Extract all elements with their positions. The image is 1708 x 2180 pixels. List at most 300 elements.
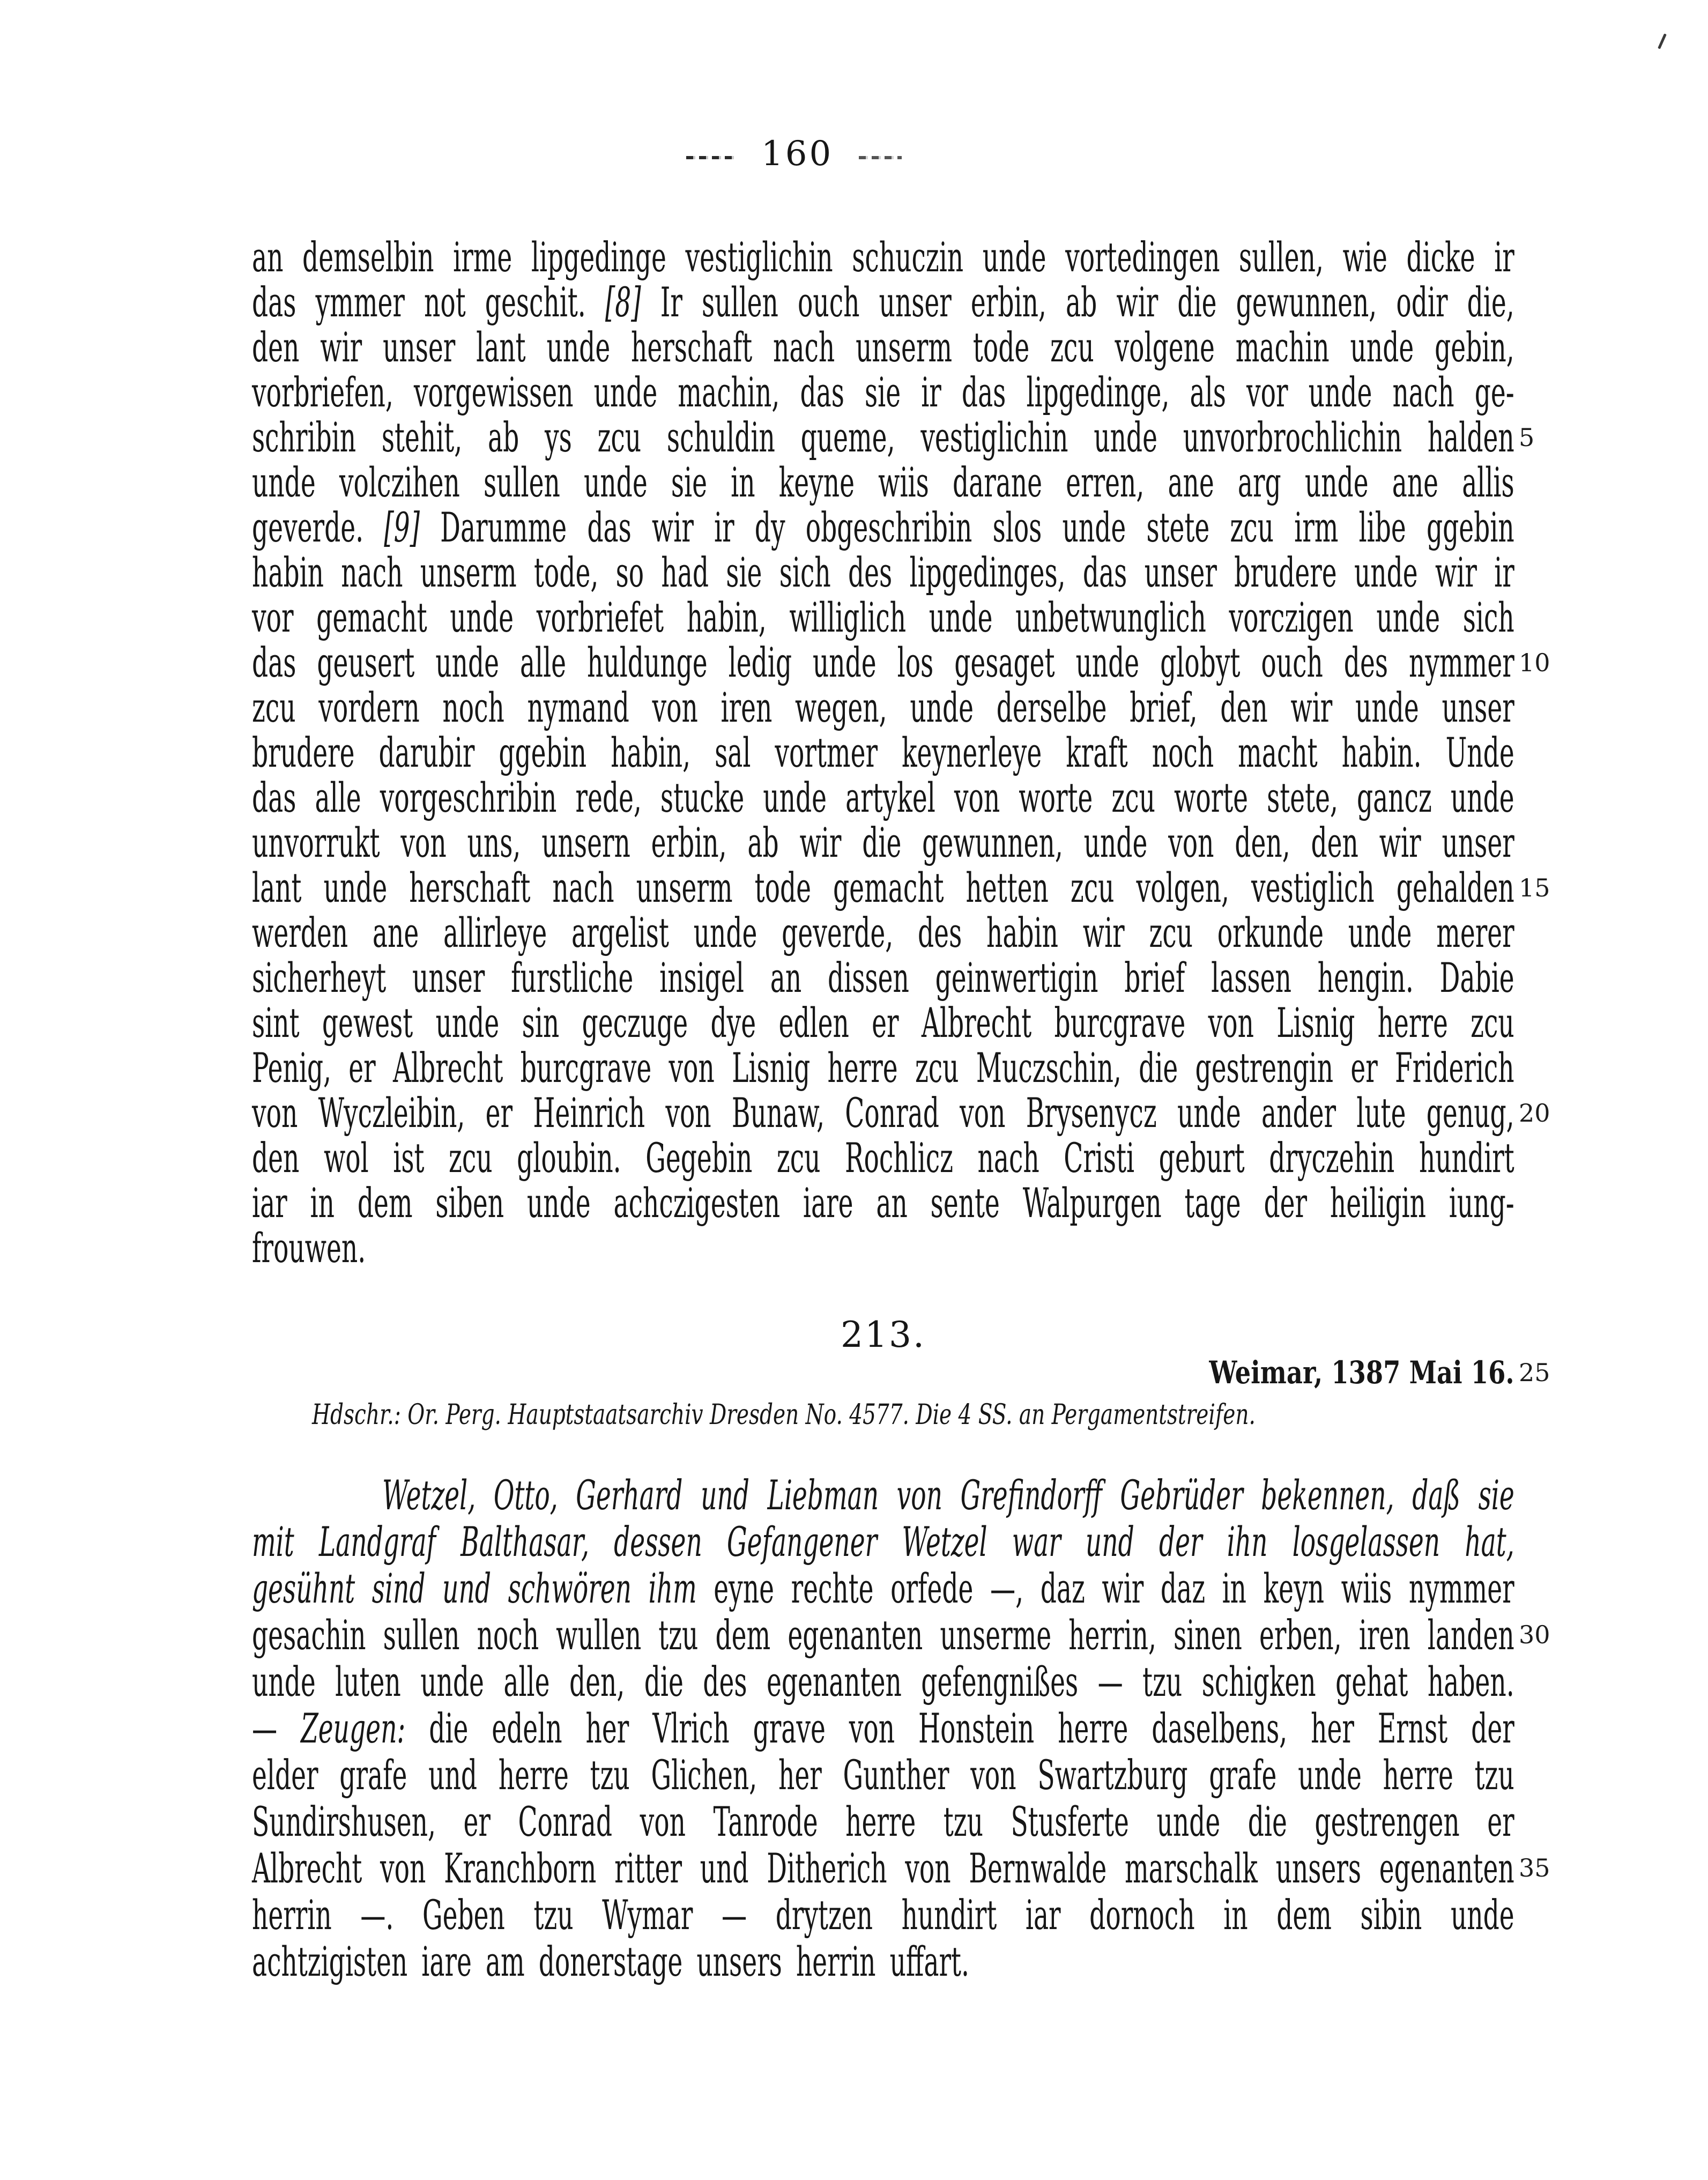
text-line: [252, 1089, 1550, 1137]
word: unser: [879, 278, 952, 326]
word: vorczigen: [1229, 594, 1354, 641]
word: unvorrukt: [252, 819, 380, 866]
word: ouch: [797, 278, 860, 326]
text-line: [252, 730, 1514, 775]
word: alle: [503, 1658, 550, 1706]
word: odir: [1396, 278, 1448, 326]
italic-word: war: [1012, 1518, 1061, 1566]
word: Glichen,: [651, 1751, 758, 1799]
word: sinen: [1174, 1611, 1242, 1659]
word: zcu: [776, 1134, 821, 1182]
word: den: [252, 1134, 300, 1182]
text-line: [252, 1658, 1514, 1705]
word: am: [485, 1938, 525, 1985]
word: ymmer: [315, 278, 405, 326]
word: orkunde: [1217, 909, 1324, 956]
word: vorbriefet: [536, 594, 664, 641]
word: lipgedinge: [531, 233, 666, 281]
italic-word: der: [1159, 1518, 1202, 1566]
word: merer: [1436, 909, 1514, 956]
word: herre: [845, 1798, 916, 1845]
word: nymmer: [1408, 639, 1514, 686]
word: Geben: [422, 1891, 505, 1939]
word: nach: [773, 323, 835, 371]
word: gewunnen,: [1236, 278, 1377, 326]
word: herre: [827, 1044, 898, 1092]
word: von: [400, 819, 447, 866]
word: nymand: [527, 684, 629, 731]
word: wir: [651, 503, 694, 551]
word: tzu: [943, 1798, 983, 1845]
word: wir: [799, 819, 842, 866]
word: —,: [990, 1564, 1024, 1612]
word: er: [348, 1044, 376, 1092]
word: wir: [1102, 1564, 1144, 1612]
word: ist: [393, 1134, 425, 1182]
word: unde: [420, 1658, 484, 1706]
italic-word: Landgraf: [318, 1518, 436, 1566]
word: von: [905, 1844, 951, 1892]
italic-word: Zeugen:: [301, 1704, 406, 1752]
word: gemacht: [316, 594, 427, 641]
italic-word: mit: [252, 1518, 294, 1566]
word: und: [700, 1844, 749, 1892]
italic-word: losgelassen: [1292, 1518, 1440, 1566]
word: dicke: [1406, 233, 1475, 281]
word: iung-: [1449, 1179, 1514, 1227]
text-line: [252, 1892, 1514, 1938]
word: unser: [1442, 684, 1514, 731]
text-line: [252, 864, 1550, 911]
italic-word: gesühnt: [252, 1564, 355, 1612]
word: stehit,: [381, 413, 463, 461]
word: dy: [754, 503, 785, 551]
word: edlen: [778, 999, 849, 1047]
word: dissen: [827, 954, 909, 1002]
word: worte: [1174, 774, 1249, 821]
word: herrin: [252, 1891, 332, 1939]
word: zcu: [449, 1134, 493, 1182]
manuscript-source-note: Hdschr.: Or. Perg. Hauptstaatsarchiv Dresden No. 4577. Die 4 SS. an Pergamentstreifen.: [312, 1399, 1256, 1431]
word: von: [380, 1844, 426, 1892]
word: sullen,: [1239, 233, 1324, 281]
word: vorbriefen,: [252, 368, 393, 416]
word: Tanrode: [713, 1798, 818, 1845]
word: unsers: [696, 1938, 782, 1985]
word: vordern: [318, 684, 420, 731]
word: unde: [1350, 323, 1414, 371]
word: unde: [812, 639, 877, 686]
italic-word: Wetzel,: [382, 1471, 476, 1519]
word: nymmer: [1408, 1564, 1514, 1612]
word: von: [954, 774, 1000, 821]
word: vor: [252, 594, 294, 641]
word: gesachin: [252, 1611, 366, 1659]
word: —: [1097, 1658, 1123, 1706]
word: tage: [1184, 1179, 1241, 1227]
word: unde: [1094, 413, 1157, 461]
word: Brysenycz: [1026, 1089, 1157, 1137]
word: dem: [715, 1611, 771, 1659]
word: grafe: [339, 1751, 407, 1799]
italic-word: ihn: [1227, 1518, 1268, 1566]
word: das: [961, 368, 1006, 416]
word: Albrecht: [921, 999, 1032, 1047]
word: Sundirshusen,: [252, 1798, 436, 1845]
word: gehalden: [1396, 864, 1514, 911]
word: unde: [982, 233, 1046, 281]
margin-line-number: 20: [1519, 1099, 1550, 1128]
word: dem: [357, 1179, 413, 1227]
word: sente: [930, 1179, 1000, 1227]
text-line: [252, 505, 1514, 550]
word: von: [640, 1798, 686, 1845]
word: Albrecht: [392, 1044, 503, 1092]
word: zcu: [915, 1044, 959, 1092]
word: dye: [710, 999, 756, 1047]
word: Albrecht: [252, 1844, 362, 1892]
word: lipgedinges,: [909, 548, 1066, 596]
word: Walpurgen: [1022, 1179, 1162, 1227]
word: stucke: [660, 774, 745, 821]
word: dryczehin: [1269, 1134, 1395, 1182]
word: unvorbrochlichin: [1183, 413, 1402, 461]
word: sie: [864, 368, 901, 416]
word: herschaft: [409, 864, 531, 911]
word: had: [661, 548, 709, 596]
word: vorgeschribin: [380, 774, 557, 821]
word: lassen: [1211, 954, 1291, 1002]
word: darubir: [378, 729, 475, 776]
word: und: [428, 1751, 478, 1799]
text-line: [252, 1844, 1550, 1892]
word: Rochlicz: [845, 1134, 953, 1182]
word: daselbens,: [1152, 1704, 1288, 1752]
word: hundirt: [1419, 1134, 1514, 1182]
word: lant: [252, 864, 302, 911]
word: unde: [1354, 548, 1418, 596]
word: tzu: [533, 1891, 574, 1939]
word: erbin,: [970, 278, 1046, 326]
word: ab: [747, 819, 779, 866]
word: keyn: [1263, 1564, 1325, 1612]
word: wiis: [1341, 1564, 1392, 1612]
italic-word: schwören: [508, 1564, 632, 1612]
word: huldunge: [587, 639, 708, 686]
word: schuczin: [852, 233, 964, 281]
word: tode,: [533, 548, 599, 596]
text-line: [252, 820, 1514, 865]
word: geburt: [1159, 1134, 1245, 1182]
word: an: [770, 954, 802, 1002]
word: Gunther: [843, 1751, 949, 1799]
word: vortedingen: [1065, 233, 1220, 281]
word: geczuge: [582, 999, 688, 1047]
word: siben: [435, 1179, 504, 1227]
word: sint: [252, 999, 300, 1047]
word: herrin: [796, 1938, 876, 1985]
word: erren,: [1066, 458, 1145, 506]
word: volgen,: [1136, 864, 1229, 911]
word: donerstage: [538, 1938, 683, 1985]
word: zcu: [597, 413, 642, 461]
word: queme,: [800, 413, 895, 461]
text-line: [252, 1752, 1514, 1798]
word: wir: [1290, 684, 1333, 731]
word: Bunaw,: [731, 1089, 825, 1137]
word: Heinrich: [533, 1089, 645, 1137]
italic-word: und: [701, 1471, 749, 1519]
word: brudere: [1234, 548, 1337, 596]
text-line: [252, 1045, 1514, 1091]
word: sie: [671, 458, 708, 506]
word: unde: [252, 458, 316, 506]
text-line: [252, 595, 1514, 640]
word: unde: [1083, 819, 1148, 866]
word: williglich: [789, 594, 907, 641]
word: die: [1247, 1798, 1287, 1845]
text-line: [252, 1938, 1514, 1985]
word: tzu: [1142, 1658, 1183, 1706]
word: unde: [1450, 1891, 1514, 1939]
word: burcgrave: [520, 1044, 652, 1092]
italic-word: hat,: [1465, 1518, 1514, 1566]
word: sin: [522, 999, 560, 1047]
word: unde: [1298, 1751, 1362, 1799]
word: halden: [1427, 413, 1514, 461]
text-line: [252, 1136, 1514, 1181]
word: brudere: [252, 729, 355, 776]
word: ge-: [1474, 368, 1514, 416]
word: ir: [921, 368, 941, 416]
word: zcu: [252, 684, 296, 731]
word: ane: [1392, 458, 1439, 506]
word: eyne: [714, 1564, 775, 1612]
word: sullen: [701, 278, 778, 326]
word: wir: [1435, 548, 1477, 596]
word: unser: [412, 954, 485, 1002]
word: ys: [545, 413, 572, 461]
word: her: [778, 1751, 822, 1799]
italic-word: bekennen,: [1261, 1471, 1394, 1519]
word: Cristi: [1064, 1134, 1135, 1182]
word: er: [485, 1089, 513, 1137]
word: geusert: [317, 639, 415, 686]
word: globyt: [1160, 639, 1241, 686]
word: ander: [1261, 1089, 1336, 1137]
word: werden: [252, 909, 348, 956]
word: arg: [1237, 458, 1281, 506]
word: er: [872, 999, 899, 1047]
word: rechte: [791, 1564, 874, 1612]
word: slos: [992, 503, 1042, 551]
word: die: [1139, 1044, 1178, 1092]
word: gewest: [322, 999, 413, 1047]
word: erben,: [1259, 1611, 1342, 1659]
word: er: [1350, 1044, 1378, 1092]
word: drytzen: [775, 1891, 873, 1939]
word: unserm: [856, 323, 953, 371]
word: zcu: [1149, 909, 1193, 956]
italic-word: Gerhard: [576, 1471, 683, 1519]
word: gestrengen: [1315, 1798, 1460, 1845]
word: achtzigisten: [252, 1938, 408, 1985]
word: unser: [383, 323, 456, 371]
word: ab: [487, 413, 519, 461]
word: habin,: [611, 729, 691, 776]
word: unde: [1308, 368, 1372, 416]
word: volgene: [1115, 323, 1215, 371]
word: herre: [1377, 999, 1448, 1047]
word: herre: [1058, 1704, 1128, 1752]
margin-line-number: 5: [1519, 423, 1535, 452]
header-left-dash: [686, 156, 736, 159]
word: los: [897, 639, 934, 686]
word: von: [960, 1089, 1006, 1137]
word: insigel: [659, 954, 744, 1002]
word: vestiglich: [1251, 864, 1375, 911]
word: haben.: [1427, 1658, 1514, 1706]
word: kraft: [1066, 729, 1128, 776]
word: unde: [1156, 1798, 1221, 1845]
word: sullen: [483, 458, 560, 506]
word: hundirt: [901, 1891, 997, 1939]
text-line: [252, 910, 1514, 955]
word: furstliche: [511, 954, 634, 1002]
word: das: [800, 368, 844, 416]
word: unde: [435, 639, 500, 686]
page-number: 160: [761, 134, 834, 174]
word: ab: [1066, 278, 1097, 326]
italic-word: Liebman: [767, 1471, 879, 1519]
word: tzu: [658, 1611, 699, 1659]
page-header: [686, 134, 902, 174]
charter-place-date: Weimar, 1387 Mai 16.: [1209, 1354, 1514, 1391]
word: unde: [593, 368, 658, 416]
word: unde: [1075, 639, 1140, 686]
word: ane: [1168, 458, 1214, 506]
margin-line-number: 15: [1519, 873, 1550, 902]
word: geinwertigin: [935, 954, 1098, 1002]
word: unde: [583, 458, 648, 506]
text-line: [252, 1472, 1514, 1518]
text-line: [252, 370, 1514, 415]
margin-line-number: 35: [1519, 1853, 1550, 1882]
word: unde: [450, 594, 514, 641]
text-line: [252, 639, 1550, 686]
word: Dabie: [1439, 954, 1514, 1002]
word: die,: [1467, 278, 1514, 326]
word: iar: [252, 1179, 287, 1227]
word: argelist: [571, 909, 669, 956]
word: gesaget: [954, 639, 1055, 686]
word: unde: [693, 909, 758, 956]
word: —: [252, 1704, 278, 1752]
word: geschit.: [485, 278, 586, 326]
word: wir: [1379, 819, 1421, 866]
word: Ditherich: [767, 1844, 887, 1892]
word: herre: [1383, 1751, 1453, 1799]
word: gancz: [1357, 774, 1432, 821]
charter-dateline: [252, 1351, 1550, 1394]
word: vor: [1246, 368, 1288, 416]
word: zcu: [1070, 864, 1115, 911]
word: noch: [477, 1611, 539, 1659]
word: des: [1343, 639, 1388, 686]
italic-word: daß: [1412, 1471, 1460, 1519]
word: gewunnen,: [922, 819, 1063, 866]
word: ritter: [614, 1844, 682, 1892]
word: Wymar: [602, 1891, 693, 1939]
word: unde: [1376, 594, 1440, 641]
word: iare: [803, 1179, 853, 1227]
word: Penig,: [252, 1044, 332, 1092]
word: von: [665, 1089, 711, 1137]
word: irme: [453, 233, 513, 281]
text-line: [252, 1798, 1514, 1845]
word: die: [1177, 278, 1217, 326]
word: tzu: [1474, 1751, 1514, 1799]
word: brief: [1124, 954, 1185, 1002]
text-line: [252, 550, 1514, 595]
word: iren: [721, 684, 773, 731]
word: herre: [498, 1751, 569, 1799]
word: macht: [1238, 729, 1318, 776]
word: ane: [372, 909, 419, 956]
word: Ernst: [1377, 1704, 1448, 1752]
word: Wyczleibin,: [318, 1089, 465, 1137]
word: wir: [320, 323, 362, 371]
word: Muczschin,: [976, 1044, 1122, 1092]
word: ouch: [1261, 639, 1323, 686]
text-line: [252, 1226, 1514, 1271]
word: stete: [1146, 503, 1210, 551]
word: von: [669, 1044, 715, 1092]
word: wir: [1116, 278, 1159, 326]
word: worte: [1019, 774, 1093, 821]
word: Honstein: [918, 1704, 1035, 1752]
word: geverde,: [782, 909, 894, 956]
word: achczigesten: [613, 1179, 781, 1227]
italic-word: Balthasar,: [461, 1518, 589, 1566]
header-right-dash: [859, 156, 902, 159]
margin-line-number: 25: [1519, 1358, 1550, 1387]
word: Conrad: [845, 1089, 939, 1137]
word: Unde: [1445, 729, 1514, 776]
word: stete,: [1267, 774, 1338, 821]
word: habin: [986, 909, 1059, 956]
word: darane: [952, 458, 1043, 506]
word: gehat: [1335, 1658, 1408, 1706]
word: das: [252, 278, 296, 326]
word: not: [424, 278, 466, 326]
word: unde: [1062, 503, 1126, 551]
word: vorgewissen: [413, 368, 574, 416]
word: marschalk: [1124, 1844, 1258, 1892]
word: von: [652, 684, 698, 731]
charter-213-text-block: [252, 1471, 1550, 1985]
word: so: [615, 548, 644, 596]
word: uns,: [467, 819, 521, 866]
word: das: [252, 774, 296, 821]
word: demselbin: [302, 233, 434, 281]
word: egenanten: [766, 1658, 902, 1706]
word: vestiglichin: [920, 413, 1068, 461]
word: uffart.: [889, 1938, 969, 1985]
word: den: [1220, 684, 1268, 731]
word: gefengnißes: [921, 1658, 1079, 1706]
word: egenanten: [1379, 1844, 1514, 1892]
